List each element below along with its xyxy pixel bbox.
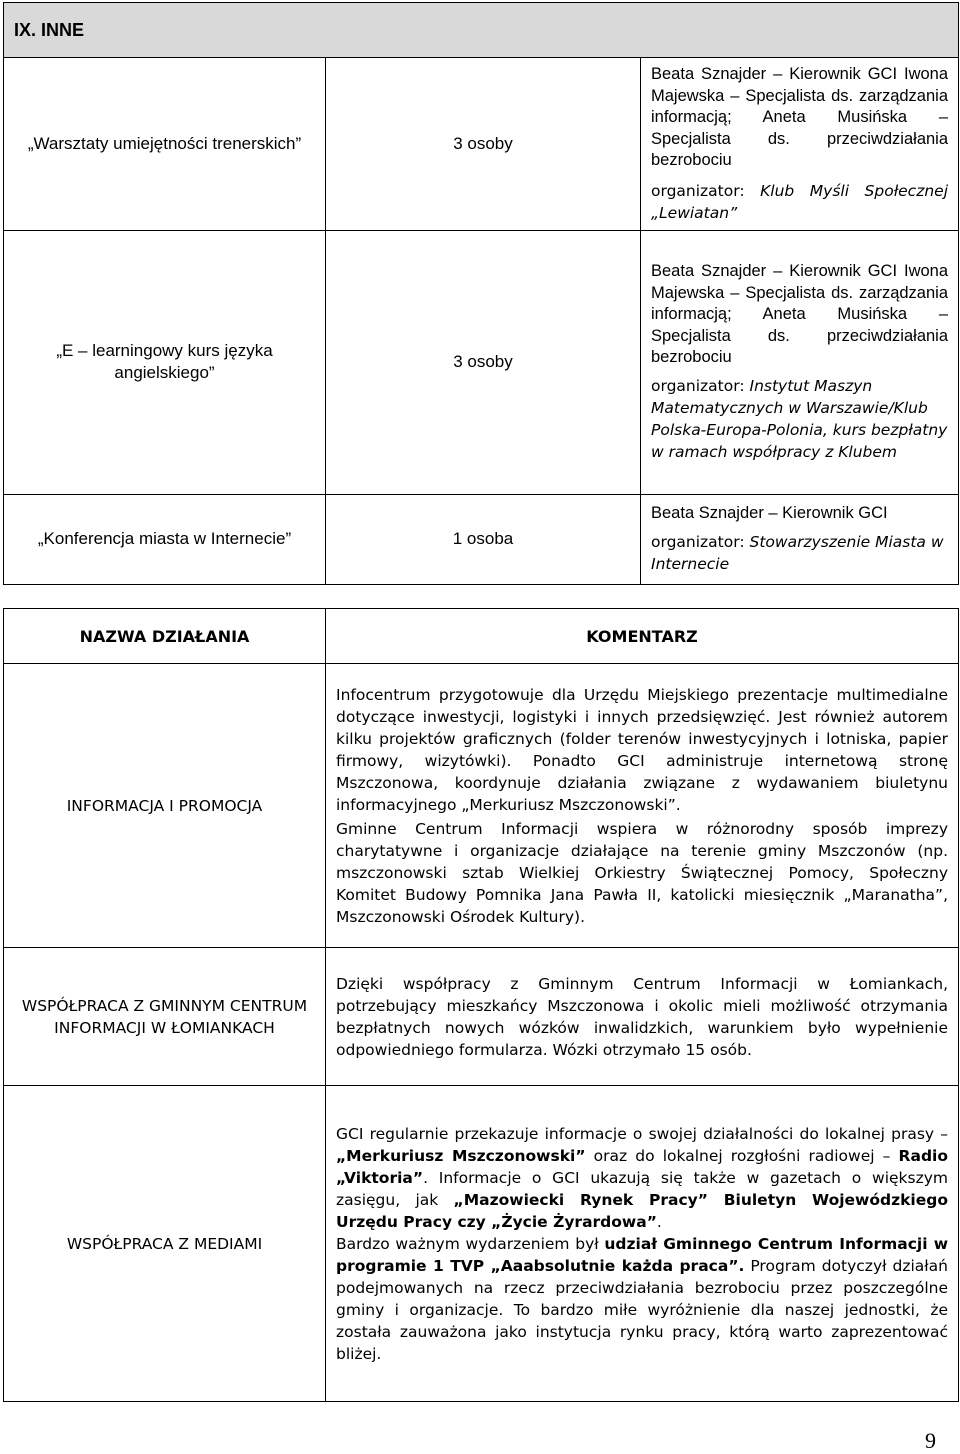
participants-text: Beata Sznajder – Kierownik GCI — [651, 504, 888, 523]
table-row — [4, 948, 959, 1086]
organizer-name: Klub Myśli Społecznej „Lewiatan” — [651, 181, 949, 222]
column-header-activity: NAZWA DZIAŁANIA — [4, 609, 326, 664]
participant-count: 3 osoby — [326, 230, 641, 494]
activity-name: WSPÓŁPRACA Z GMINNYM CENTRUM INFORMACJI W ŁOMIANKACH — [4, 948, 326, 1086]
text-run: . Informacje o GCI ukazują się także w gazetach o większym zasięgu, jak — [336, 1168, 948, 1209]
text-run: . — [656, 1212, 662, 1231]
activity-comment — [326, 664, 959, 948]
table-header-row — [4, 609, 959, 664]
training-name: „Konferencja miasta w Internecie” — [4, 494, 326, 584]
organizer-prefix: organizator: — [651, 532, 750, 551]
participants-cell — [641, 230, 959, 494]
training-name: „Warsztaty umiejętności trenerskich” — [4, 58, 326, 231]
organizer-line — [651, 531, 948, 575]
text-run: GCI regularnie przekazuje informacje o swojej działalności do lokalnej prasy – — [336, 1124, 948, 1143]
table-row — [4, 1086, 959, 1402]
table-row — [4, 230, 959, 494]
activity-name: INFORMACJA I PROMOCJA — [4, 664, 326, 948]
participants-cell — [641, 58, 959, 231]
tv-program-highlight: udział Gminnego Centrum Informacji w programie 1 TVP „Aaabsolutnie każda praca”. — [336, 1234, 949, 1275]
newspaper-name: „Merkuriusz Mszczonowski” — [336, 1146, 586, 1165]
participants-cell — [641, 494, 959, 584]
text-run: Bardzo ważnym wydarzeniem był — [336, 1234, 605, 1253]
organizer-name: Stowarzyszenie Miasta w Internecie — [651, 532, 944, 573]
comment-paragraph — [336, 1233, 948, 1365]
participants-text: Beata Sznajder – Kierownik GCI Iwona Majewska – Specjalista ds. zarządzania informacją; Aneta Musińska – Specjalista ds. przeciwdziałania bezrobociu — [651, 262, 949, 367]
organizer-line — [651, 375, 948, 463]
participants-text: Beata Sznajder – Kierownik GCI Iwona Majewska – Specjalista ds. zarządzania informacją; Aneta Musińska – Specjalista ds. przeciwdziałania bezrobociu — [651, 65, 949, 169]
staff-training-table — [3, 2, 959, 585]
activity-comment: Dzięki współpracy z Gminnym Centrum Informacji w Łomiankach, potrzebujący mieszkańcy Mszczonowa i okolic mieli możliwość otrzymania bezpłatnych nowych wózków inwalidzkich, warunkiem było wypełnienie odpowiedniego formularza. Wózki otrzymało 15 osób. — [326, 948, 959, 1086]
organizer-line — [651, 180, 948, 224]
participant-count: 1 osoba — [326, 494, 641, 584]
organizer-prefix: organizator: — [651, 376, 750, 395]
activity-comment — [326, 1086, 959, 1402]
column-header-comment: KOMENTARZ — [326, 609, 959, 664]
text-run: oraz do lokalnej rozgłośni radiowej – — [585, 1146, 899, 1165]
section-title: IX. INNE — [4, 3, 959, 58]
page-number: 9 — [925, 1428, 936, 1453]
organizer-name: Instytut Maszyn Matematycznych w Warszawie/Klub Polska-Europa-Polonia, kurs bezpłatny w ramach współpracy z Klubem — [651, 376, 948, 461]
table-row — [4, 664, 959, 948]
comment-paragraph: Gminne Centrum Informacji wspiera w różnorodny sposób imprezy charytatywne i organizacje działające na terenie gminy Mszczonów (np. mszczonowski sztab Wielkiej Orkiestry Świątecznej Pomocy, Społeczny Komitet Budowy Pomnika Jana Pawła II, katolicki miesięcznik „Maranatha”, Mszczonowski Ośrodek Kultury). — [336, 819, 948, 926]
table-row — [4, 58, 959, 231]
text-run: Program dotyczył działań podejmowanych na rzecz przeciwdziałania bezrobociu przez poszczególne gminy i organizacje. To bardzo miłe wyróżnienie dla naszej jednostki, że została zauważona jako instytucja rynku pracy, którą warto zaprezentować bliżej. — [336, 1256, 948, 1363]
comment-paragraph: Infocentrum przygotowuje dla Urzędu Miejskiego prezentacje multimedialne dotyczące inwestycji, logistyki i innych przedsięwzięć. Jest również autorem kilku projektów graficznych (folder terenów inwestycyjnych i lotniska, papier firmowy, wizytówki). Ponadto GCI administruje internetową stronę Mszczonowa, koordynuje działania związane z wydawaniem biuletynu informacyjnego „Merkuriusz Mszczonowski”. — [336, 685, 948, 814]
activities-table — [3, 608, 959, 1402]
radio-name: Radio „Viktoria” — [336, 1146, 948, 1187]
table-row — [4, 494, 959, 584]
participant-count: 3 osoby — [326, 58, 641, 231]
training-name: „E – learningowy kurs języka angielskiego” — [4, 230, 326, 494]
newspaper-names: „Mazowiecki Rynek Pracy” Biuletyn Wojewódzkiego Urzędu Pracy czy „Życie Żyrardowa” — [336, 1190, 949, 1231]
organizer-prefix: organizator: — [651, 181, 761, 200]
activity-name: WSPÓŁPRACA Z MEDIAMI — [4, 1086, 326, 1402]
comment-paragraph — [336, 1123, 948, 1233]
